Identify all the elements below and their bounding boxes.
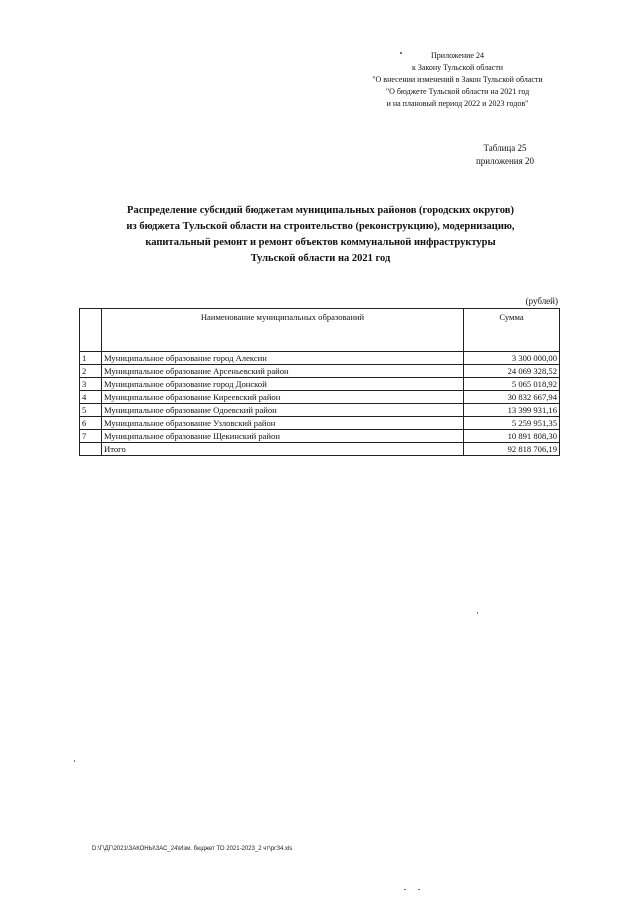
table-row — [80, 378, 560, 391]
table-row — [80, 365, 560, 378]
currency-unit: (рублей) — [525, 296, 558, 306]
total-num — [80, 443, 102, 456]
row-sum: 5 065 018,92 — [464, 378, 560, 391]
row-num: 2 — [80, 365, 102, 378]
table-row — [80, 352, 560, 365]
table-reference — [455, 142, 555, 168]
row-num: 3 — [80, 378, 102, 391]
row-name: Муниципальное образование Одоевский район — [102, 404, 464, 417]
scan-speck — [74, 760, 75, 762]
row-sum: 10 891 808,30 — [464, 430, 560, 443]
appendix-reference: приложения 20 — [475, 156, 535, 166]
appendix-line: "О бюджете Тульской области на 2021 год — [385, 87, 530, 96]
total-row — [80, 443, 560, 456]
row-name: Муниципальное образование город Алексин — [102, 352, 464, 365]
table-row — [80, 404, 560, 417]
appendix-line: к Закону Тульской области — [411, 63, 504, 72]
row-sum: 24 069 328,52 — [464, 365, 560, 378]
title-line: Тульской области на 2021 год — [250, 253, 391, 264]
appendix-line: Приложение 24 — [431, 51, 484, 60]
row-sum: 30 832 667,94 — [464, 391, 560, 404]
total-sum: 92 818 706,19 — [464, 443, 560, 456]
table-row — [80, 430, 560, 443]
table-number: Таблица 25 — [483, 143, 527, 153]
title-line: Распределение субсидий бюджетам муниципальных районов (городских округов) — [127, 205, 514, 216]
row-name: Муниципальное образование город Донской — [102, 378, 464, 391]
row-num: 5 — [80, 404, 102, 417]
total-label: Итого — [102, 443, 464, 456]
title-line: из бюджета Тульской области на строительство (реконструкцию), модернизацию, — [126, 221, 515, 232]
scan-speck — [418, 889, 420, 890]
row-name: Муниципальное образование Щекинский район — [102, 430, 464, 443]
row-sum: 13 399 931,16 — [464, 404, 560, 417]
row-num: 1 — [80, 352, 102, 365]
row-sum: 5 259 951,35 — [464, 417, 560, 430]
row-name: Муниципальное образование Арсеньевский район — [102, 365, 464, 378]
row-name: Муниципальное образование Киреевский район — [102, 391, 464, 404]
row-num: 7 — [80, 430, 102, 443]
row-num: 6 — [80, 417, 102, 430]
document-title — [78, 203, 563, 267]
header-sum: Сумма — [464, 309, 560, 352]
subsidy-table — [79, 308, 560, 456]
table-row — [80, 391, 560, 404]
scan-speck — [400, 52, 402, 54]
appendix-line: "О внесении изменений в Закон Тульской области — [372, 75, 543, 84]
title-line: капитальный ремонт и ремонт объектов коммунальной инфраструктуры — [145, 237, 496, 248]
table-row — [80, 417, 560, 430]
row-name: Муниципальное образование Узловский район — [102, 417, 464, 430]
row-num: 4 — [80, 391, 102, 404]
scan-speck — [404, 889, 406, 890]
scan-speck — [477, 612, 478, 614]
appendix-block — [340, 50, 575, 110]
appendix-line: и на плановый период 2022 и 2023 годов" — [386, 99, 529, 108]
header-num — [80, 309, 102, 352]
row-sum: 3 300 000,00 — [464, 352, 560, 365]
file-path-footer: D:\Г\ДГ\2021\ЗАКОНЫ\ЗАС_24\Изм. бюджет ТО 2021-2023_2 чт\ргЗ4.xls — [92, 846, 293, 852]
header-name: Наименование муниципальных образований — [102, 309, 464, 352]
table-header-row — [80, 309, 560, 352]
